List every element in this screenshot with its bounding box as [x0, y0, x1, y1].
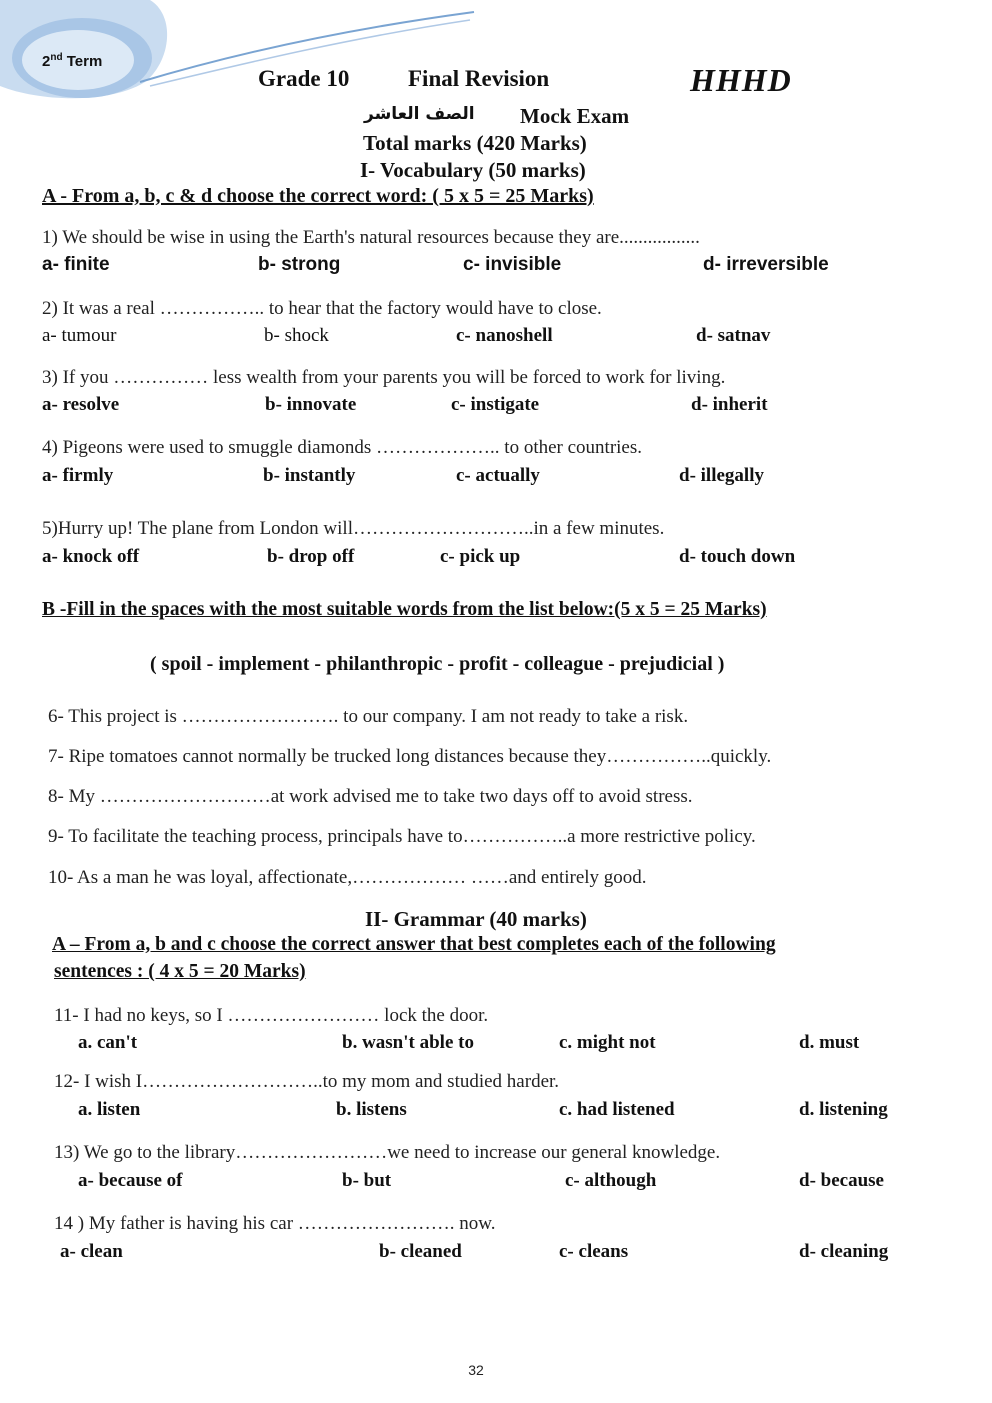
q2-option-c[interactable]: c- nanoshell	[456, 325, 553, 346]
q13-option-c[interactable]: c- although	[565, 1170, 657, 1191]
vocab-question-3: 3) If you …………… less wealth from your parents you will be forced to work for living.	[42, 367, 726, 388]
q2-option-a[interactable]: a- tumour	[42, 325, 117, 346]
q13-option-a[interactable]: a- because of	[78, 1170, 183, 1191]
q12-option-c[interactable]: c. had listened	[559, 1099, 675, 1120]
term-label	[42, 52, 102, 70]
revision-title: Final Revision	[408, 66, 550, 91]
fill-sentence-6: 6- This project is ……………………. to our company. I am not ready to take a risk.	[48, 706, 689, 727]
term-number: 2	[42, 53, 51, 70]
grammar-part-a-instruction-line2: sentences : ( 4 x 5 = 20 Marks)	[54, 961, 306, 982]
author-logo: HHHD	[690, 62, 792, 98]
grammar-section-title: II- Grammar (40 marks)	[365, 907, 587, 931]
arabic-grade-label: الصف العاشر	[364, 104, 475, 124]
term-suffix: nd	[50, 52, 63, 63]
vocab-question-5: 5)Hurry up! The plane from London will………………………..in a few minutes.	[42, 518, 665, 539]
grade-title: Grade 10	[258, 66, 350, 91]
q12-option-d[interactable]: d. listening	[799, 1099, 888, 1120]
q13-option-d[interactable]: d- because	[799, 1170, 884, 1191]
grammar-question-14: 14 ) My father is having his car ……………………. now.	[54, 1213, 496, 1234]
q14-option-b[interactable]: b- cleaned	[379, 1241, 462, 1262]
page-number: 32	[468, 1362, 484, 1378]
vocabulary-section-title: I- Vocabulary (50 marks)	[360, 158, 586, 182]
q3-option-d[interactable]: d- inherit	[691, 394, 768, 415]
q3-option-c[interactable]: c- instigate	[451, 394, 540, 415]
q5-option-c[interactable]: c- pick up	[440, 546, 521, 567]
mock-exam-title: Mock Exam	[520, 104, 630, 128]
grammar-question-12: 12- I wish I………………………..to my mom and studied harder.	[54, 1071, 560, 1092]
fill-sentence-9: 9- To facilitate the teaching process, principals have to……………..a more restrictive policy.	[48, 826, 756, 847]
q11-option-d[interactable]: d. must	[799, 1032, 860, 1053]
fill-sentence-10: 10- As a man he was loyal, affectionate,……………… ……and entirely good.	[48, 867, 647, 888]
q12-option-b[interactable]: b. listens	[336, 1099, 407, 1120]
q11-option-c[interactable]: c. might not	[559, 1032, 656, 1053]
term-word: Term	[66, 53, 103, 70]
q4-option-b[interactable]: b- instantly	[263, 465, 356, 486]
q2-option-b[interactable]: b- shock	[264, 325, 329, 346]
q11-option-b[interactable]: b. wasn't able to	[342, 1032, 474, 1053]
q3-option-a[interactable]: a- resolve	[42, 394, 120, 415]
q4-option-d[interactable]: d- illegally	[679, 465, 764, 486]
q14-option-d[interactable]: d- cleaning	[799, 1241, 889, 1262]
vocab-question-4: 4) Pigeons were used to smuggle diamonds ……………….. to other countries.	[42, 437, 643, 458]
q4-option-c[interactable]: c- actually	[456, 465, 540, 486]
vocab-question-2: 2) It was a real …………….. to hear that the factory would have to close.	[42, 298, 602, 319]
total-marks: Total marks (420 Marks)	[363, 131, 587, 155]
grammar-question-11: 11- I had no keys, so I …………………… lock the door.	[54, 1005, 489, 1026]
q5-option-b[interactable]: b- drop off	[267, 546, 355, 567]
q1-option-c[interactable]: c- invisible	[463, 254, 562, 275]
fill-sentence-7: 7- Ripe tomatoes cannot normally be trucked long distances because they……………..quickly.	[48, 746, 772, 767]
q13-option-b[interactable]: b- but	[342, 1170, 392, 1191]
q3-option-b[interactable]: b- innovate	[265, 394, 357, 415]
word-list: ( spoil - implement - philanthropic - profit - colleague - prejudicial )	[150, 653, 725, 675]
vocab-part-a-instruction: A - From a, b, c & d choose the correct word: ( 5 x 5 = 25 Marks)	[42, 185, 594, 207]
q14-option-c[interactable]: c- cleans	[559, 1241, 629, 1262]
q5-option-d[interactable]: d- touch down	[679, 546, 796, 567]
fill-sentence-8: 8- My ………………………at work advised me to take two days off to avoid stress.	[48, 786, 693, 807]
q1-option-d[interactable]: d- irreversible	[703, 254, 829, 275]
grammar-question-13: 13) We go to the library……………………we need to increase our general knowledge.	[54, 1142, 721, 1163]
q4-option-a[interactable]: a- firmly	[42, 465, 114, 486]
q14-option-a[interactable]: a- clean	[60, 1241, 123, 1262]
q2-option-d[interactable]: d- satnav	[696, 325, 771, 346]
q1-option-b[interactable]: b- strong	[258, 254, 341, 275]
q5-option-a[interactable]: a- knock off	[42, 546, 140, 567]
q1-option-a[interactable]: a- finite	[42, 254, 110, 275]
q11-option-a[interactable]: a. can't	[78, 1032, 138, 1053]
vocab-part-b-instruction: B -Fill in the spaces with the most suitable words from the list below:(5 x 5 = 25 Marks)	[42, 599, 767, 620]
q12-option-a[interactable]: a. listen	[78, 1099, 141, 1120]
vocab-question-1: 1) We should be wise in using the Earth's natural resources because they are.................	[42, 227, 700, 248]
grammar-part-a-instruction-line1: A – From a, b and c choose the correct answer that best completes each of the following	[52, 934, 776, 955]
